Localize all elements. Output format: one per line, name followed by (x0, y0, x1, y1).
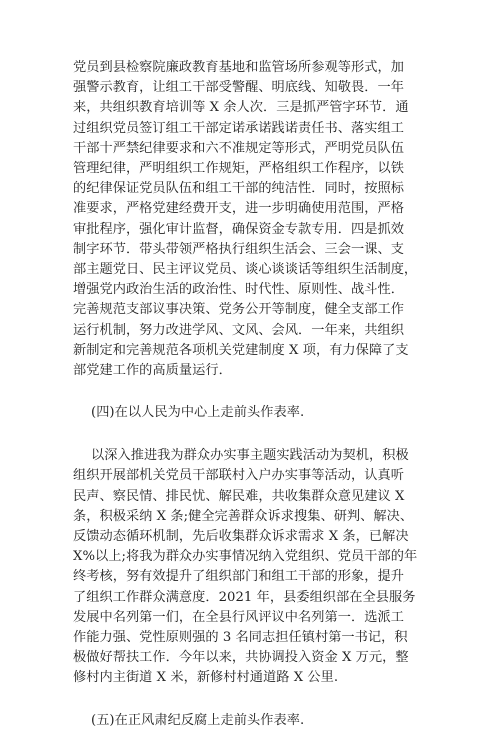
text-line: 发展中名列第一们，在全县行风评议中名列第一．选派工 (73, 609, 404, 625)
text-line: 干部十严禁纪律要求和六不准规定等形式，严明党员队伍 (73, 140, 404, 156)
text-line: 反馈动态循环机制，先后收集群众诉求需求 X 条，已解决 (73, 529, 409, 544)
text-line: 了组织工作群众满意度．2021 年，县委组织部在全县服务 (73, 589, 416, 605)
section-heading-4: (四)在以人民为中心上走前头作表率. (91, 405, 305, 421)
text-line: X%以上;将我为群众办实事情况纳入党组织、党员干部的年 (73, 549, 418, 565)
text-line: 运行机制，努力改进学风、文风、会风．一年来，共组织 (73, 322, 404, 338)
text-line: 民声、察民情、排民忧、解民难，共收集群众意见建议 X (73, 488, 405, 504)
text-line: 部党建工作的高质量运行． (73, 363, 232, 378)
text-line: 修村内主街道 X 米，新修村村通道路 X 公里. (73, 670, 339, 686)
text-line: 过组织党员签订组工干部定诺承诺践诺责任书、落实组工 (73, 120, 404, 136)
text-line: 极做好帮扶工作．今年以来，共协调投入资金 X 万元，整 (73, 650, 409, 666)
text-line: 强警示教育，让组工干部受警醒、明底线、知敬畏．一年 (73, 80, 404, 96)
section-heading-5: (五)在正风肃纪反腐上走前头作表率. (91, 712, 305, 728)
text-line: 准要求，严格党建经费开支，进一步明确使用范围，严格 (73, 201, 404, 217)
text-line: 以深入推进我为群众办实事主题实践活动为契机，积极 (91, 448, 409, 464)
text-line: 终考核，努有效提升了组织部门和组工干部的形象，提升 (73, 569, 404, 585)
text-line: 组织开展部机关党员干部联村入户办实事等活动，认真听 (73, 468, 404, 484)
text-line: 党员到县检察院廉政教育基地和监管场所参观等形式，加 (73, 60, 404, 75)
text-line: 完善规范支部议事决策、党务公开等制度，健全支部工作 (73, 302, 404, 318)
text-line: 新制定和完善规范各项机关党建制度 X 项，有力保障了支 (73, 342, 409, 358)
text-line: 管理纪律，严明组织工作规矩，严格组织工作程序，以铁 (73, 161, 404, 176)
text-line: 来，共组织教育培训等 X 余人次．三是抓严管字环节．通 (73, 100, 409, 116)
text-line: 部主题党日、民主评议党员、谈心谈谈话等组织生活制度， (73, 262, 418, 277)
text-line: 条，积极采纳 X 条;健全完善群众诉求搜集、研判、解决、 (73, 508, 414, 524)
text-line: 制字环节．带头带领严格执行组织生活会、三会一课、支 (73, 241, 404, 257)
text-line: 审批程序，强化审计监督，确保资金专款专用．四是抓效 (73, 221, 404, 237)
text-line: 增强党内政治生活的政治性、时代性、原则性、战斗性． (73, 282, 404, 298)
text-line: 的纪律保证党员队伍和组工干部的纯洁性．同时，按照标 (73, 181, 404, 197)
text-line: 作能力强、党性原则强的 3 名同志担任镇村第一书记，积 (73, 630, 408, 645)
